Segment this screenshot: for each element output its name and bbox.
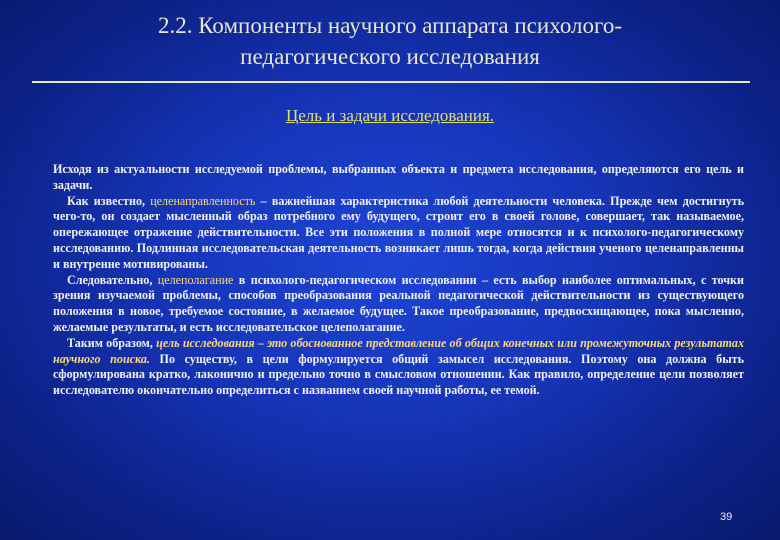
slide-title-line2: педагогического исследования	[240, 44, 540, 69]
paragraph-3	[53, 273, 744, 336]
body-text	[53, 162, 744, 399]
research-goal-definition: цель исследования – это обоснованное представление об общих конечных или промежуточных результатах научного поиска.	[53, 335, 744, 366]
slide-title-line1: 2.2. Компоненты научного аппарата психолого-	[157, 13, 623, 38]
title-divider	[32, 81, 750, 83]
section-heading-text: Цель и задачи исследования.	[285, 106, 495, 125]
paragraph-1	[53, 162, 744, 194]
paragraph-2-rest: – важнейшая характеристика любой деятельности человека. Прежде чем достигнуть чего-то, он создает мысленный образ потребного ему будущего, строит его в своей голове, совершает, так называемое, опережающее отражение действительности. Все эти положения в полной мере относятся и к психолого-педагогическому исследованию. Подлинная исследовательская деятельность возникает лишь тогда, когда действия ученого целенаправленны и внутренне мотивированы.	[53, 193, 744, 271]
page-number: 39	[720, 511, 733, 523]
paragraph-3-lead: Следовательно,	[67, 272, 158, 287]
paragraph-2-lead: Как известно,	[67, 193, 151, 208]
paragraph-4-rest: По существу, в цели формулируется общий замысел исследования. Поэтому она должна быть сформулирована кратко, лаконично и предельно точно в смысловом отношении. Как правило, определение цели позволяет исследователю окончательно определиться с названием своей научной работы, ее темой.	[53, 351, 744, 398]
slide-title	[40, 10, 740, 72]
paragraph-4	[53, 336, 744, 399]
paragraph-1-text: Исходя из актуальности исследуемой проблемы, выбранных объекта и предмета исследования, определяются его цель и задачи.	[53, 162, 744, 192]
paragraph-4-lead: Таким образом,	[67, 335, 157, 350]
paragraph-3-rest: в психолого-педагогическом исследовании – есть выбор наиболее оптимальных, с точки зрения изучаемой проблемы, способов преобразования реальной педагогической действительности из существующего положения в новое, требуемое состояние, в желаемое будущее. Такое преобразование, предвосхищающее, пока мысленно, желаемые результаты, и есть исследовательское целеполагание.	[53, 272, 744, 334]
section-heading	[0, 105, 780, 127]
term-goal-setting: целеполагание	[157, 272, 234, 287]
paragraph-2	[53, 194, 744, 273]
term-purposefulness: целенаправленность	[150, 193, 256, 208]
